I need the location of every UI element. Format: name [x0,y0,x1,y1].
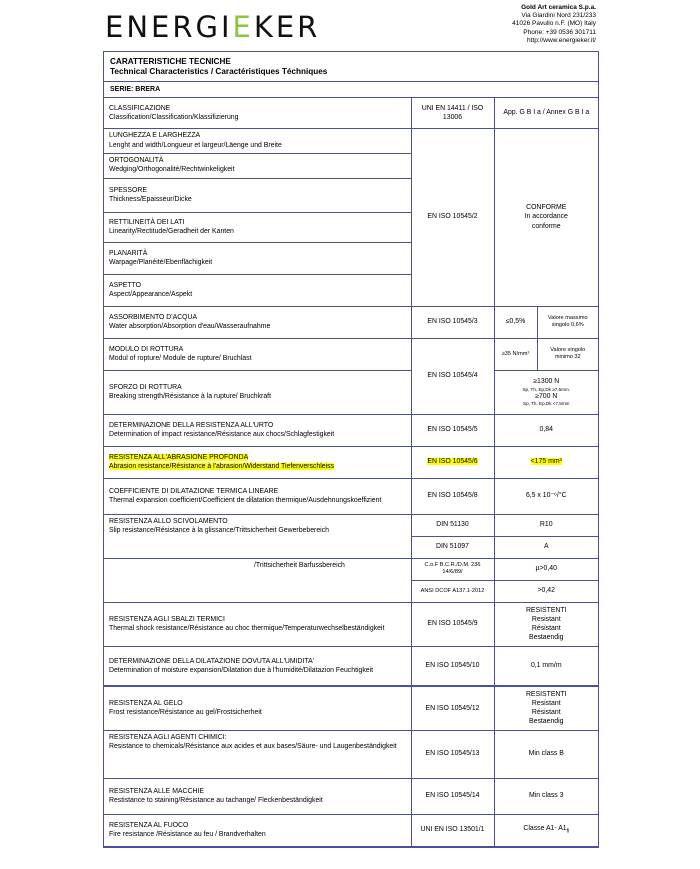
row-scivolamento: RESISTENZA ALLO SCIVOLAMENTO Slip resistance/Résistance à la glissance/Trittsicherheit Gewerbebereich DIN 51130 R10 [104,514,598,536]
sheet-title: CARATTERISTICHE TECNICHE Technical Characteristics / Caractéristiques Téchniques [104,52,598,82]
row-scivolamento-din51097: DIN 51097 A [104,536,598,558]
row-classificazione: CLASSIFICAZIONE Classification/Classification/Klassifizierung UNI EN 14411 / ISO 13006 App. G B I a / Annex G B I a [104,98,598,128]
row-assorbimento: ASSORBIMENTO D'ACQUA Water absorption/Absorption d'eau/Wasseraufnahme EN ISO 10545/3 ≤0,5% Valore massimo singolo 0,6% [104,306,598,338]
row-dilatazione-termica: COEFFICIENTE DI DILATAZIONE TERMICA LINEARE Thermal expansion coefficient/Coefficient de dilatation thermique/Ausdehnungskoeffizient EN ISO 10545/8 6,5 x 10⁻⁶/°C [104,478,598,514]
company-city: 41026 Pavullo n.F. (MO) Italy [512,20,596,28]
company-info [512,4,596,45]
tech-sheet [103,51,599,848]
row-chimici: RESISTENZA AGLI AGENTI CHIMICI: Resistance to chemicals/Résistance aux acides et aux bases/Säure- und Laugenbeständigkeit EN ISO 10545/13 Min class B [104,730,598,778]
row-aspetto: ASPETTO Aspect/Appearance/Aspekt [104,274,598,306]
row-spessore: SPESSORE Thickness/Epaisseur/Dicke [104,178,598,212]
row-sforzo: SFORZO DI ROTTURA Breaking strength/Résistance à la rupture/ Bruchkraft ≥1300 N Sp, Th, Ep,Dk ≥7,5mm. ≥700 N Sp, Th, Ep,Dk <7,5mm [104,370,598,414]
row-scivolamento-ansi: ANSI DCOF A137.1-2012 >0,42 [104,580,598,602]
row-lunghezza: LUNGHEZZA E LARGHEZZA Lenght and width/Longueur et largeur/Läenge und Breite EN ISO 10545/2 CONFORME In accordance conforme [104,128,598,153]
company-address: Via Giardini Nord 231/233 [521,12,596,20]
row-umidita: DETERMINAZIONE DELLA DILATAZIONE DOVUTA ALL'UMIDITA' Determination of moisture expansion/Dilatation due à l'humidité/Dilatazion Feuchtigkeit EN ISO 10545/10 0,1 mm/m [104,646,598,686]
row-ortogonalita: ORTOGONALITÀ Wedging/Orthogonalité/Rechtwinkeligkeit [104,153,598,178]
row-urto: DETERMINAZIONE DELLA RESISTENZA ALL'URTO Determination of impact resistance/Résistance aux chocs/Schlagfestigkeit EN ISO 10545/5 0,84 [104,414,598,446]
row-modulo: MODULO DI ROTTURA Modul of ropture/ Module de rupture/ Bruchlast EN ISO 10545/4 ≥35 N/mm² Valore singolo minimo 32 [104,338,598,370]
row-planarita: PLANARITÀ Warpage/Planéité/Ebenflächigkeit [104,242,598,274]
row-sbalzi-termici: RESISTENZA AGLI SBALZI TERMICI Thermal shock resistance/Résistance au choc thermique/Temperaturwechselbeständigkeit EN ISO 10545/9 RESISTENTI Resistant Résistant Bestaendig [104,602,598,646]
row-rettilineita: RETTILINEITÀ DEI LATI Linearity/Rectitude/Geradheit der Kanten [104,212,598,242]
company-url[interactable]: http://www.energieker.it/ [526,36,596,44]
characteristics-table [104,98,598,847]
row-fuoco: RESISTENZA AL FUOCO Fire resistance /Résistance au feu / Brandverhalten UNI EN ISO 13501/1 Classe A1- $A1_{fl}$ [104,814,598,846]
row-gelo: RESISTENZA AL GELO Frost resistance/Résistance au gel/Frostsicherheit EN ISO 10545/12 RESISTENTI Resistant Résistant Bestaendig [104,686,598,730]
row-scivolamento-barfuss: /Trittsicherheit Barfussbereich C.o.F B.C.R./D.M. 236 14/6/89/ µ>0,40 [104,558,598,580]
row-abrasione: RESISTENZA ALL'ABRASIONE PROFONDA Abrasion resistance/Résistance à l'abrasion/Widerstand Tiefenverschleiss EN ISO 10545/6 <175 mm³ [104,446,598,478]
company-phone: Phone: +39 0536 301711 [523,28,596,36]
company-name: Gold Art ceramica S.p.a. [521,4,596,11]
row-macchie: RESISTENZA ALLE MACCHIE Restistance to staining/Résistance au tachange/ Fleckenbeständigkeit EN ISO 10545/14 Min class 3 [104,778,598,814]
serie-label: SERIE: BRERA [104,82,598,98]
company-logo: ENERGIEKER [105,10,321,44]
